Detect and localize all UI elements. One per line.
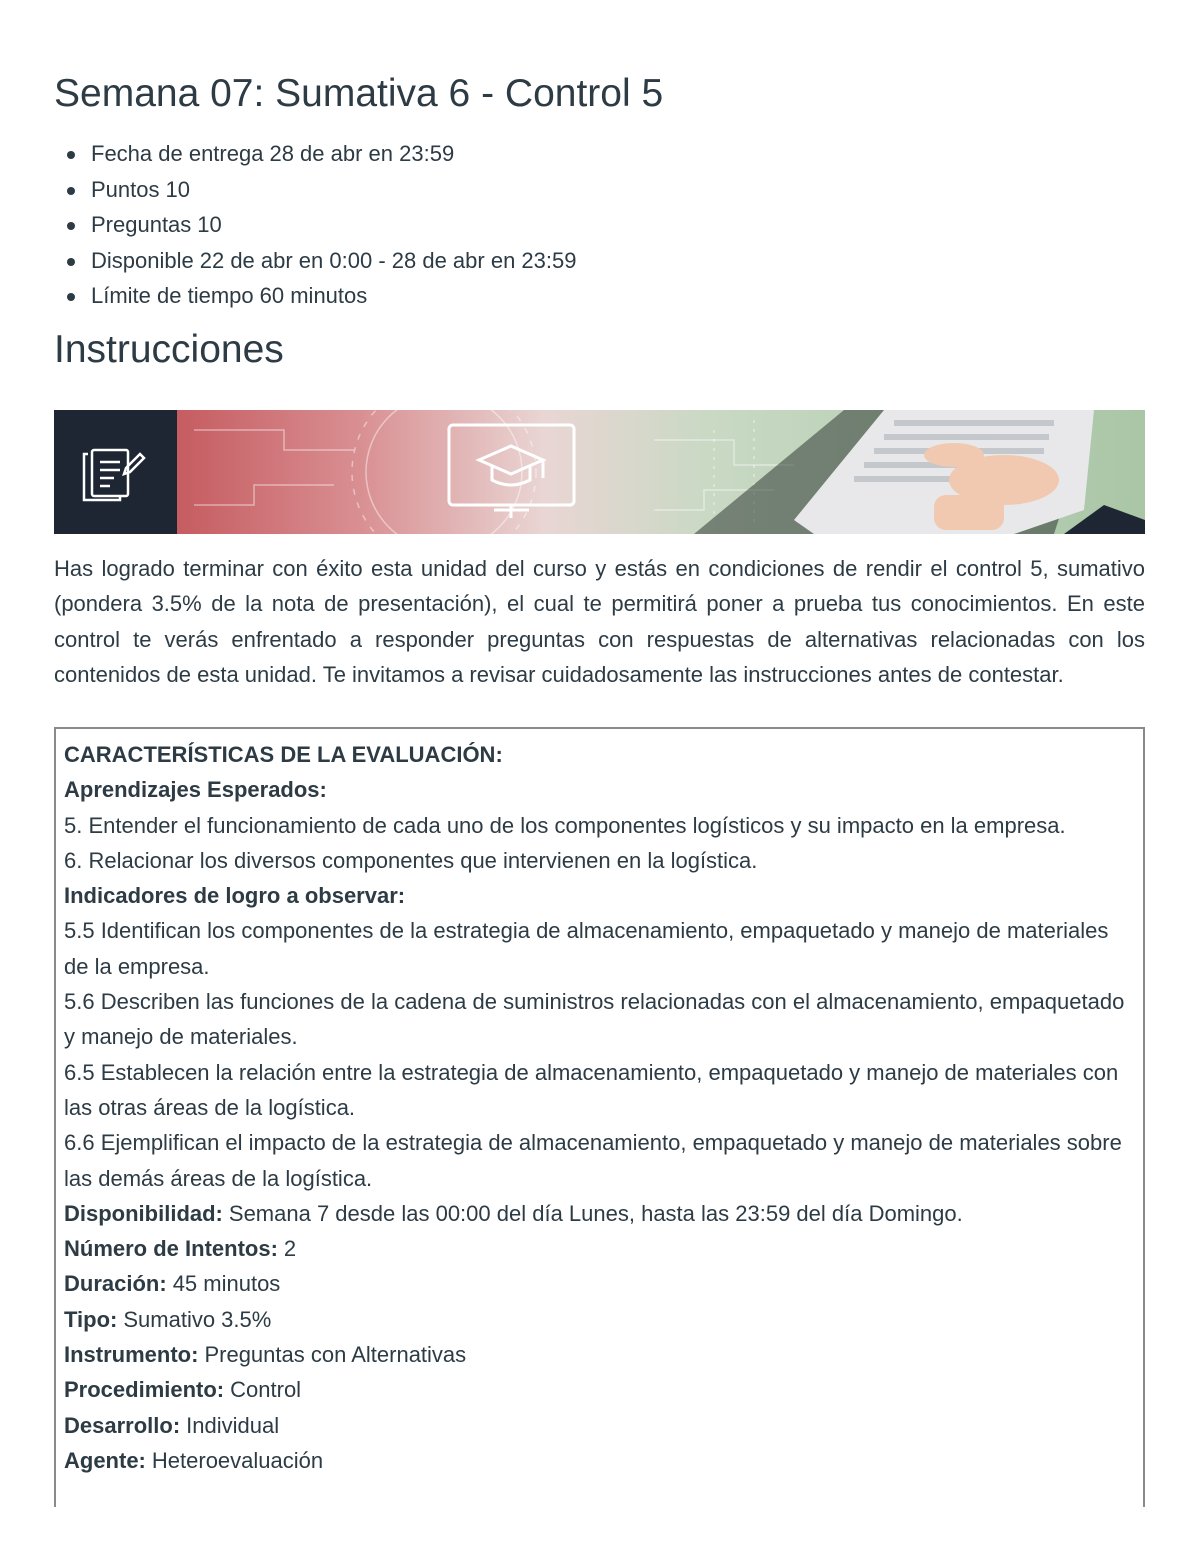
detail-disponibilidad (64, 1196, 1135, 1231)
instructions-heading: Instrucciones (54, 328, 284, 371)
meta-value: 60 minutos (259, 283, 368, 308)
detail-intentos (64, 1231, 1135, 1266)
detail-value: Individual (186, 1412, 280, 1438)
page-title: Semana 07: Sumativa 6 - Control 5 (54, 72, 664, 115)
aprendizajes-label: Aprendizajes Esperados: (64, 777, 327, 803)
detail-instrumento (64, 1337, 1135, 1372)
bullet-icon (67, 222, 75, 230)
detail-label: Tipo: (64, 1306, 118, 1332)
detail-value: Heteroevaluación (151, 1447, 324, 1473)
meta-label: Fecha de entrega (91, 141, 264, 166)
bullet-icon (67, 293, 75, 301)
detail-label: Instrumento: (64, 1342, 199, 1368)
detail-agente (64, 1443, 1135, 1478)
detail-label: Número de Intentos: (64, 1236, 278, 1262)
meta-label: Preguntas (91, 212, 192, 237)
meta-label: Disponible (91, 247, 194, 273)
aprendizaje-item: 6. Relacionar los diversos componentes que intervienen en la logística. (64, 847, 758, 873)
meta-item-available (54, 243, 576, 279)
banner-dark-panel (54, 410, 177, 534)
meta-value: 10 (165, 176, 190, 202)
bullet-icon (67, 151, 75, 159)
intro-paragraph: Has logrado terminar con éxito esta unidad del curso y estás en condiciones de rendir el control 5, sumativo (pondera 3.5% de la nota de presentación), el cual te permitirá poner a prueba tus conocimientos. En este control te verás enfrentado a responder preguntas con respuestas de alternativas relacionadas con los contenidos de esta unidad. Te invitamos a revisar cuidadosamente las instrucciones antes de contestar. (54, 556, 1145, 687)
indicadores-label: Indicadores de logro a observar: (64, 883, 406, 909)
detail-label: Desarrollo: (64, 1412, 181, 1438)
detail-value: Control (230, 1377, 302, 1403)
evaluation-heading: CARACTERÍSTICAS DE LA EVALUACIÓN: (64, 742, 503, 767)
meta-item-due-date (54, 136, 576, 172)
detail-desarrollo (64, 1408, 1135, 1443)
meta-value: 10 (197, 212, 222, 237)
aprendizaje-item: 5. Entender el funcionamiento de cada uno de los componentes logísticos y su impacto en la empresa. (64, 812, 1066, 838)
bullet-icon (67, 187, 75, 195)
detail-value: 45 minutos (172, 1271, 281, 1297)
indicador-item: 6.6 Ejemplifican el impacto de la estrategia de almacenamiento, empaquetado y manejo de materiales sobre las demás áreas de la logística. (64, 1130, 1122, 1191)
evaluation-details-box (54, 727, 1145, 1507)
detail-value: Sumativo 3.5% (123, 1306, 272, 1332)
meta-label: Límite de tiempo (91, 283, 254, 308)
meta-value: 22 de abr en 0:00 - 28 de abr en 23:59 (199, 247, 577, 273)
detail-value: Semana 7 desde las 00:00 del día Lunes, hasta las 23:59 del día Domingo. (228, 1200, 963, 1226)
meta-item-time-limit (54, 278, 576, 314)
instructions-banner (54, 410, 1145, 534)
meta-label: Puntos (91, 176, 160, 202)
meta-item-points (54, 172, 576, 208)
meta-value: 28 de abr en 23:59 (269, 141, 455, 166)
detail-procedimiento (64, 1372, 1135, 1407)
detail-label: Agente: (64, 1447, 146, 1473)
meta-item-questions (54, 207, 576, 243)
detail-value: Preguntas con Alternativas (204, 1342, 467, 1368)
detail-label: Duración: (64, 1271, 167, 1297)
detail-label: Disponibilidad: (64, 1200, 223, 1226)
detail-tipo (64, 1302, 1135, 1337)
detail-label: Procedimiento: (64, 1377, 225, 1403)
indicador-item: 5.6 Describen las funciones de la cadena de suministros relacionadas con el almacenamiento, empaquetado y manejo de materiales. (64, 989, 1125, 1050)
detail-duracion (64, 1266, 1135, 1301)
bullet-icon (67, 258, 75, 266)
indicador-item: 6.5 Establecen la relación entre la estrategia de almacenamiento, empaquetado y manejo de materiales con las otras áreas de la logística. (64, 1059, 1119, 1120)
detail-value: 2 (283, 1236, 297, 1262)
indicador-item: 5.5 Identifican los componentes de la estrategia de almacenamiento, empaquetado y manejo de materiales de la empresa. (64, 918, 1109, 979)
quiz-meta-list (54, 136, 576, 314)
